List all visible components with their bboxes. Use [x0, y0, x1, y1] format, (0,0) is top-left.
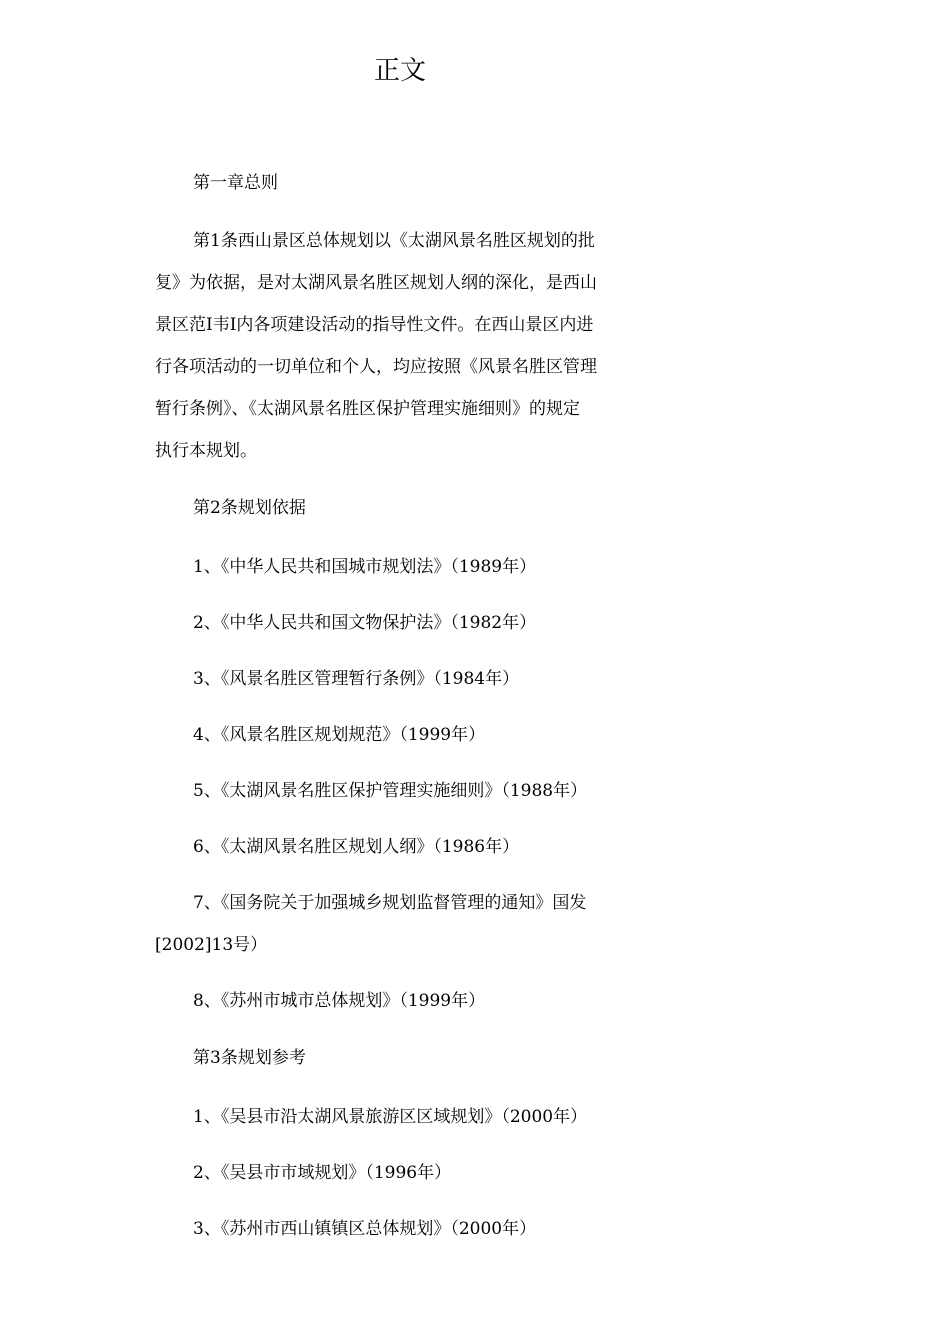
chapter-heading: 第一章总则: [193, 173, 278, 193]
article3-heading: 第3条规划参考: [193, 1048, 306, 1068]
list-item: 1、《吴县市沿太湖风景旅游区区域规划》（2000年）: [193, 1107, 588, 1127]
list-item: 7、《国务院关于加强城乡规划监督管理的通知》国发: [193, 893, 587, 913]
list-item: 2、《吴县市市域规划》（1996年）: [193, 1163, 452, 1183]
list-item: 6、《太湖风景名胜区规划人纲》（1986年）: [193, 837, 520, 857]
article1-line: 执行本规划。: [155, 441, 257, 461]
list-item: 2、《中华人民共和国文物保护法》（1982年）: [193, 613, 537, 633]
list-item: 4、《风景名胜区规划规范》（1999年）: [193, 725, 486, 745]
list-item: 5、《太湖风景名胜区保护管理实施细则》（1988年）: [193, 781, 588, 801]
article1-line: 暂行条例》、《太湖风景名胜区保护管理实施细则》的规定: [155, 399, 580, 419]
list-item-continuation: [2002]13号）: [155, 935, 268, 955]
article1-line: 景区范I韦I内各项建设活动的指导性文件。在西山景区内进: [155, 315, 594, 335]
article1-line: 第1条西山景区总体规划以《太湖风景名胜区规划的批: [193, 231, 595, 251]
list-item: 3、《苏州市西山镇镇区总体规划》（2000年）: [193, 1219, 537, 1239]
page-title: 正文: [373, 56, 426, 86]
article2-heading: 第2条规划依据: [193, 498, 306, 518]
list-item: 1、《中华人民共和国城市规划法》（1989年）: [193, 557, 537, 577]
list-item: 8、《苏州市城市总体规划》（1999年）: [193, 991, 486, 1011]
article1-line: 行各项活动的一切单位和个人，均应按照《风景名胜区管理: [155, 357, 597, 377]
article1-line: 复》为依据，是对太湖风景名胜区规划人纲的深化，是西山: [155, 273, 597, 293]
list-item: 3、《风景名胜区管理暂行条例》（1984年）: [193, 669, 520, 689]
